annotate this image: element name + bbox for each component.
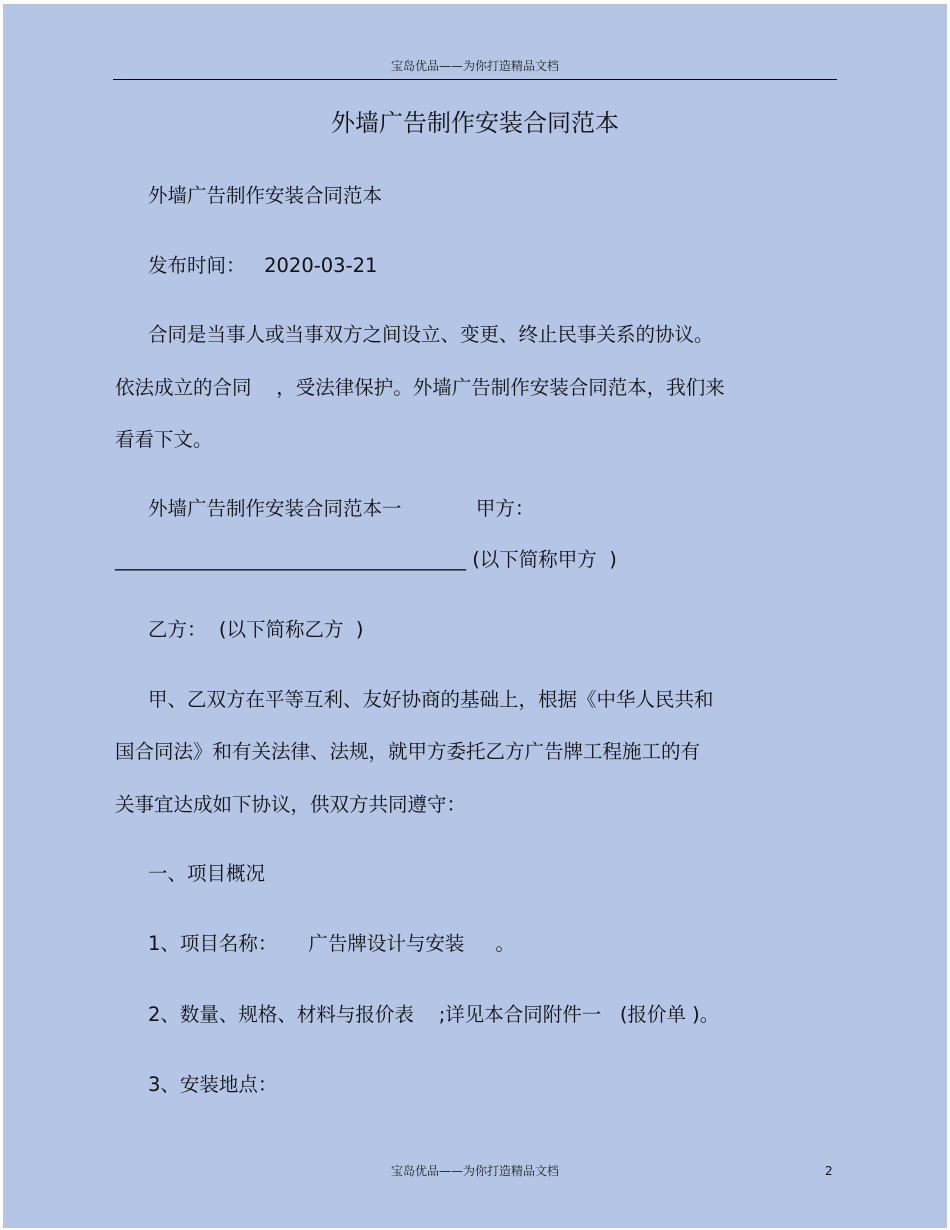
document-page [3,4,947,1228]
body-line: 1、项目名称： 广告牌设计与安装 。 [148,932,515,955]
header-divider [113,79,837,80]
document-title: 外墙广告制作安装合同范本 [331,109,619,137]
body-line: 依法成立的合同 ，受法律保护。外墙广告制作安装合同范本，我们来 [115,376,725,399]
body-line: 看看下文。 [115,428,213,451]
page-footer: 宝岛优品——为你打造精品文档 [390,1164,559,1178]
body-line: 甲、乙双方在平等互利、友好协商的基础上，根据《中华人民共和 [148,688,714,711]
body-line: 外墙广告制作安装合同范本 [148,184,383,207]
body-line: 2、数量、规格、材料与报价表 ;详见本合同附件一 (报价单 )。 [148,1003,720,1026]
page-number: 2 [825,1164,833,1178]
body-line: 关事宜达成如下协议，供双方共同遵守： [115,793,467,816]
body-line: 3、安装地点： [148,1073,278,1096]
body-line: 国合同法》和有关法律、法规，就甲方委托乙方广告牌工程施工的有 [115,740,701,763]
body-line: 外墙广告制作安装合同范本一 甲方： [148,497,535,520]
body-line: ____________________________________ (以下简称甲方 ) [115,548,617,571]
section-heading: 一、项目概况 [148,862,266,885]
body-line: 合同是当事人或当事双方之间设立、变更、终止民事关系的协议。 [148,323,714,346]
body-line: 乙方： (以下简称乙方 ) [148,618,364,641]
page-header: 宝岛优品——为你打造精品文档 [390,59,559,73]
body-line: 发布时间： 2020-03-21 [148,254,378,277]
